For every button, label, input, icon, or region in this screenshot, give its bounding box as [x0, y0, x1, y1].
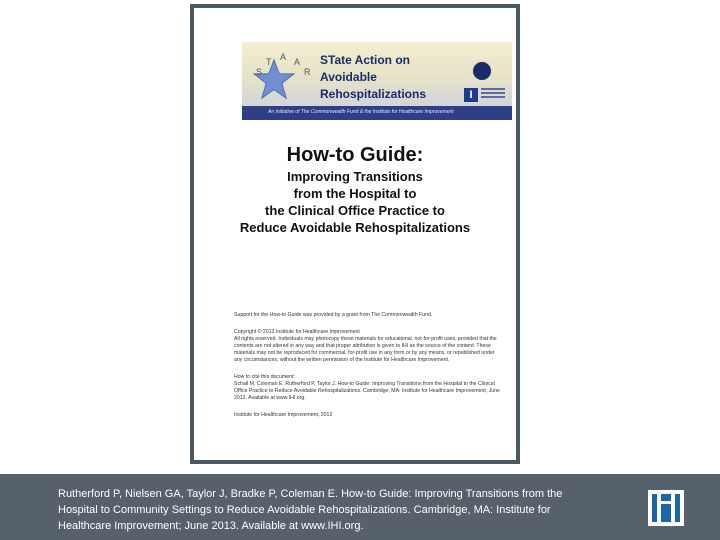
cite-heading: How to cite this document: [234, 374, 295, 380]
guide-subtitle [194, 168, 516, 236]
banner-title [320, 52, 430, 103]
caption-citation [58, 486, 578, 534]
star-letter: A [280, 52, 287, 62]
guide-subtitle-line: Improving Transitions [287, 169, 423, 184]
star-letter: T [266, 57, 272, 67]
caption-line: Healthcare Improvement; June 2013. Available at www.IHI.org. [58, 520, 364, 532]
cite-text: Schall M, Coleman E, Rutherford P, Taylor J. How-to Guide: Improving Transitions from the Hospital to the Clinical Office Practice to Reduce Avoidable Rehospitalizations. Cambridge, MA: Institute for Healthcare Improvement; June 2012. Available at www.IHI.org. [234, 381, 500, 401]
star-letter: S [256, 67, 263, 77]
publisher-line: Institute for Healthcare Improvement, 2012 [234, 412, 333, 418]
ihi-small-logo-text [481, 88, 505, 100]
guide-subtitle-line: Reduce Avoidable Rehospitalizations [239, 220, 471, 235]
guide-subtitle-line: the Clinical Office Practice to [265, 203, 445, 218]
fine-print [234, 312, 504, 423]
guide-subtitle-line: from the Hospital to [293, 186, 417, 201]
star-letter: R [304, 67, 311, 77]
ihi-small-logo-icon: I [464, 88, 478, 102]
banner-title-line: Avoidable [320, 70, 377, 84]
ihi-logo-icon [648, 490, 684, 526]
seal-icon [471, 60, 493, 82]
guide-title: How-to Guide: [286, 144, 424, 166]
caption-line: Hospital to Community Settings to Reduce Avoidable Rehospitalizations. Cambridge, MA: Institute for [58, 504, 551, 516]
support-note: Support for the How-to Guide was provided by a grant from The Commonwealth Fund. [234, 312, 433, 318]
document-thumbnail [194, 8, 516, 460]
caption-line: Rutherford P, Nielsen GA, Taylor J, Bradke P, Coleman E. How-to Guide: Improving Transitions from the [58, 488, 563, 500]
banner-title-line: Rehospitalizations [320, 87, 427, 101]
star-letters [254, 51, 314, 81]
banner-tagline: An Initiative of The Commonwealth Fund & the Institute for Healthcare Improvement [268, 109, 454, 115]
star-letter: A [294, 57, 301, 67]
rights-text: All rights reserved. Individuals may photocopy these materials for educational, not-for-profit uses, provided that the contents are not altered in any way and that proper attribution is given to IHI as the source of the content. These materials may not be reproduced for commercial, for-profit use in any form or by any means, or republished under any circumstances, without the written permission of the Institute for Healthcare Improvement. [234, 336, 497, 363]
copyright-line: Copyright © 2012 Institute for Healthcare Improvement [234, 329, 360, 335]
banner-title-line: STate Action on [320, 53, 410, 67]
banner-tagline-strip [242, 106, 512, 120]
